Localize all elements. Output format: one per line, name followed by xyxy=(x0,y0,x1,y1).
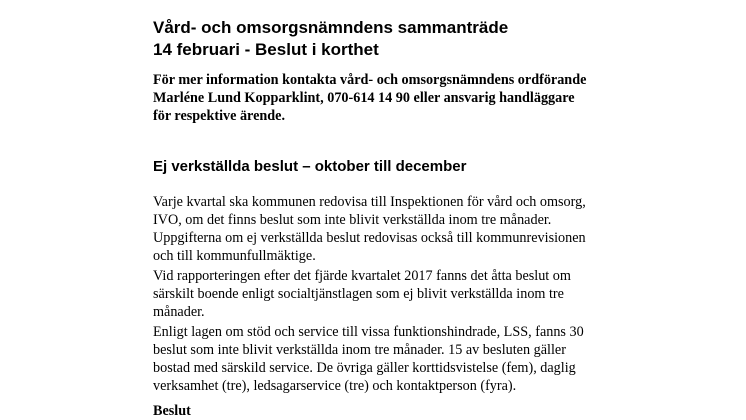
contact-line: Marléne Lund Kopparklint, 070-614 14 90 eller ansvarig handläggare xyxy=(153,90,575,106)
contact-line: för respektive ärende. xyxy=(153,108,286,124)
contact-info xyxy=(153,71,633,125)
text-line: och till kommunfullmäktige. xyxy=(153,248,316,264)
title-line: 14 februari - Beslut i korthet xyxy=(153,40,379,59)
text-line: månader. xyxy=(153,304,205,320)
paragraph-lss xyxy=(153,323,623,395)
text-line: Uppgifterna om ej verkställda beslut redovisas också till kommunrevisionen xyxy=(153,230,586,246)
text-line: Vid rapporteringen efter det fjärde kvartalet 2017 fanns det åtta beslut om xyxy=(153,268,571,284)
text-line: beslut som inte blivit verkställda inom tre månader. 15 av besluten gäller xyxy=(153,342,566,358)
text-line: bostad med särskild service. De övriga gäller korttidsvistelse (fem), daglig xyxy=(153,360,576,376)
section-heading: Ej verkställda beslut – oktober till december xyxy=(153,158,467,175)
text-line: Enligt lagen om stöd och service till vissa funktionshindrade, LSS, fanns 30 xyxy=(153,324,584,340)
text-line: verksamhet (tre), ledsagarservice (tre) och kontaktperson (fyra). xyxy=(153,378,517,394)
text-line: Varje kvartal ska kommunen redovisa till Inspektionen för vård och omsorg, xyxy=(153,194,586,210)
paragraph-special-housing xyxy=(153,267,623,321)
decision-heading: Beslut xyxy=(153,403,191,419)
paragraph-ivo-reporting xyxy=(153,193,623,265)
title-line: Vård- och omsorgsnämndens sammanträde xyxy=(153,18,509,37)
page-title xyxy=(153,17,633,61)
contact-line: För mer information kontakta vård- och omsorgsnämndens ordförande xyxy=(153,72,587,88)
text-line: IVO, om det finns beslut som inte blivit verkställda inom tre månader. xyxy=(153,212,552,228)
text-line: särskilt boende enligt socialtjänstlagen som ej blivit verkställda inom tre xyxy=(153,286,564,302)
